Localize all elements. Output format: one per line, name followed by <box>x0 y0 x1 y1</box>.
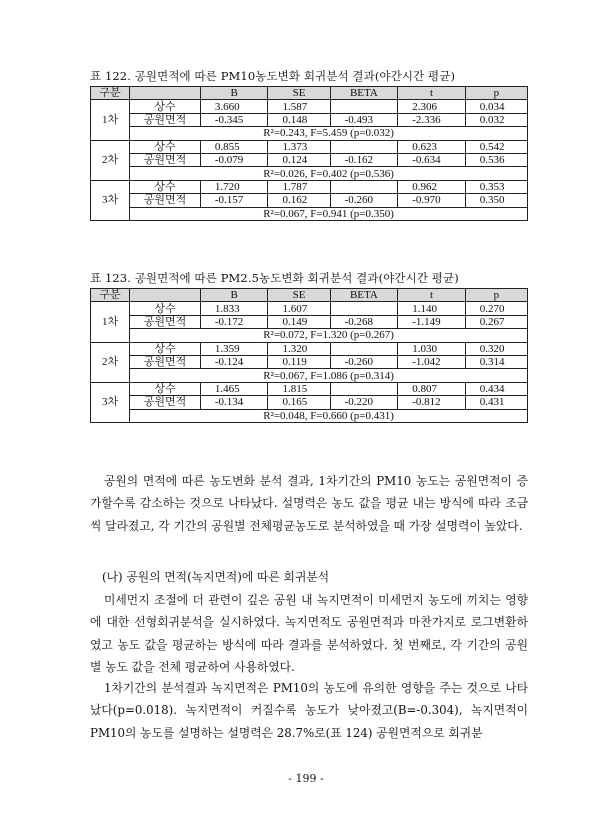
model-stat: R²=0.067, F=0.941 (p=0.350) <box>130 207 528 220</box>
value-cell-se: 1.815 <box>268 382 330 395</box>
value-cell-se: 1.320 <box>268 342 330 355</box>
table-row <box>91 113 528 126</box>
value-cell-t: 1.030 <box>398 342 466 355</box>
column-header: SE <box>268 87 330 100</box>
column-header: B <box>200 87 268 100</box>
value-cell-b: 1.465 <box>200 382 268 395</box>
value-cell-b: 1.833 <box>200 302 268 315</box>
value-cell-t: 1.140 <box>398 302 466 315</box>
model-stat-row <box>91 207 528 220</box>
value-cell-b: 1.720 <box>200 180 268 193</box>
table-caption: 표 122. 공원면적에 따른 PM10농도변화 회귀분석 결과(야간시간 평균) <box>90 69 456 83</box>
column-header: t <box>398 289 466 302</box>
value-cell-beta: -0.493 <box>330 113 398 126</box>
variable-label: 공원면적 <box>130 194 201 207</box>
value-cell-p: 0.320 <box>465 342 527 355</box>
variable-label: 상수 <box>130 100 201 113</box>
group-label: 1차 <box>91 302 130 342</box>
value-cell-t: -0.970 <box>398 194 466 207</box>
value-cell-beta <box>330 342 398 355</box>
body-paragraph: 미세먼지 조절에 더 관련이 깊은 공원 내 녹지면적이 미세먼지 농도에 끼치는 영향에 대한 선형회귀분석을 실시하였다. 녹지면적도 공원면적과 마찬가지로 로그변환하였고 농도 값을 평균하는 방식에 따라 결과를 분석하였다. 첫 번째로, 각 기간의 공원별 농도 값을 전체 평균하여 사용하였다. <box>90 593 528 674</box>
table-row <box>91 140 528 153</box>
value-cell-beta <box>330 180 398 193</box>
value-cell-se: 0.165 <box>268 396 330 409</box>
variable-label: 공원면적 <box>130 153 201 166</box>
value-cell-p: 0.431 <box>465 396 527 409</box>
value-cell-p: 0.267 <box>465 315 527 328</box>
variable-label: 공원면적 <box>130 113 201 126</box>
value-cell-t: -2.336 <box>398 113 466 126</box>
value-cell-t: -0.634 <box>398 153 466 166</box>
variable-label: 공원면적 <box>130 355 201 368</box>
table-row <box>91 396 528 409</box>
value-cell-p: 0.032 <box>465 113 527 126</box>
value-cell-b: -0.172 <box>200 315 268 328</box>
value-cell-p: 0.434 <box>465 382 527 395</box>
value-cell-b: 1.359 <box>200 342 268 355</box>
value-cell-b: -0.157 <box>200 194 268 207</box>
body-paragraph: 1차기간의 분석결과 녹지면적은 PM10의 농도에 유의한 영향을 주는 것으로 나타났다(p=0.018). 녹지면적이 커질수록 농도가 낮아졌고(B=-0.304), 녹지면적이 PM10의 농도를 설명하는 설명력은 28.7%로(표 124) 공원면적으로 회귀분 <box>90 681 528 740</box>
value-cell-b: -0.345 <box>200 113 268 126</box>
value-cell-beta: -0.162 <box>330 153 398 166</box>
value-cell-p: 0.314 <box>465 355 527 368</box>
model-stat-row <box>91 127 528 140</box>
section-heading: (나) 공원의 면적(녹지면적)에 따른 회귀분석 <box>102 570 330 584</box>
table-header-row <box>91 87 528 100</box>
value-cell-b: -0.079 <box>200 153 268 166</box>
group-label: 2차 <box>91 140 130 180</box>
model-stat-row <box>91 409 528 422</box>
column-header: BETA <box>330 87 398 100</box>
value-cell-b: -0.134 <box>200 396 268 409</box>
value-cell-se: 1.373 <box>268 140 330 153</box>
column-header: t <box>398 87 466 100</box>
value-cell-p: 0.542 <box>465 140 527 153</box>
value-cell-se: 0.119 <box>268 355 330 368</box>
regression-table-pm10 <box>90 86 528 221</box>
value-cell-t: -0.812 <box>398 396 466 409</box>
value-cell-beta <box>330 382 398 395</box>
column-header: 구분 <box>91 87 130 100</box>
model-stat-row <box>91 329 528 342</box>
column-header: 구분 <box>91 289 130 302</box>
value-cell-p: 0.536 <box>465 153 527 166</box>
model-stat: R²=0.048, F=0.660 (p=0.431) <box>130 409 528 422</box>
value-cell-se: 1.787 <box>268 180 330 193</box>
model-stat: R²=0.072, F=1.320 (p=0.267) <box>130 329 528 342</box>
variable-label: 상수 <box>130 180 201 193</box>
value-cell-se: 1.607 <box>268 302 330 315</box>
variable-label: 공원면적 <box>130 396 201 409</box>
column-header: SE <box>268 289 330 302</box>
value-cell-beta: -0.260 <box>330 194 398 207</box>
value-cell-beta <box>330 100 398 113</box>
value-cell-t: -1.149 <box>398 315 466 328</box>
group-label: 3차 <box>91 180 130 220</box>
model-stat: R²=0.026, F=0.402 (p=0.536) <box>130 167 528 180</box>
model-stat: R²=0.243, F=5.459 (p=0.032) <box>130 127 528 140</box>
group-label: 3차 <box>91 382 130 422</box>
value-cell-t: 0.962 <box>398 180 466 193</box>
table-row <box>91 382 528 395</box>
column-header: p <box>465 87 527 100</box>
table-caption: 표 123. 공원면적에 따른 PM2.5농도변화 회귀분석 결과(야간시간 평균) <box>90 271 459 285</box>
column-header <box>130 289 201 302</box>
table-row <box>91 153 528 166</box>
model-stat-row <box>91 167 528 180</box>
value-cell-se: 0.148 <box>268 113 330 126</box>
value-cell-beta <box>330 140 398 153</box>
variable-label: 공원면적 <box>130 315 201 328</box>
table-row <box>91 315 528 328</box>
value-cell-p: 0.270 <box>465 302 527 315</box>
value-cell-t: 0.807 <box>398 382 466 395</box>
variable-label: 상수 <box>130 382 201 395</box>
regression-table-pm25 <box>90 288 528 423</box>
value-cell-se: 0.149 <box>268 315 330 328</box>
body-paragraph: 공원의 면적에 따른 농도변화 분석 결과, 1차기간의 PM10 농도는 공원면적이 증가할수록 감소하는 것으로 나타났다. 설명력은 농도 값을 평균 내는 방식에 따라 조금씩 달라졌고, 각 기간의 공원별 전체평균농도로 분석하였을 때 가장 설명력이 높았다. <box>90 474 528 533</box>
group-label: 2차 <box>91 342 130 382</box>
value-cell-b: -0.124 <box>200 355 268 368</box>
value-cell-beta: -0.260 <box>330 355 398 368</box>
value-cell-beta <box>330 302 398 315</box>
value-cell-t: -1.042 <box>398 355 466 368</box>
value-cell-se: 0.162 <box>268 194 330 207</box>
table-row <box>91 355 528 368</box>
variable-label: 상수 <box>130 302 201 315</box>
column-header: p <box>465 289 527 302</box>
value-cell-p: 0.350 <box>465 194 527 207</box>
value-cell-se: 0.124 <box>268 153 330 166</box>
value-cell-p: 0.353 <box>465 180 527 193</box>
page-number: - 199 - <box>288 772 324 785</box>
model-stat-row <box>91 369 528 382</box>
column-header: BETA <box>330 289 398 302</box>
value-cell-beta: -0.220 <box>330 396 398 409</box>
value-cell-t: 0.623 <box>398 140 466 153</box>
value-cell-beta: -0.268 <box>330 315 398 328</box>
table-header-row <box>91 289 528 302</box>
value-cell-p: 0.034 <box>465 100 527 113</box>
table-row <box>91 100 528 113</box>
group-label: 1차 <box>91 100 130 140</box>
table-row <box>91 302 528 315</box>
table-row <box>91 180 528 193</box>
value-cell-b: 3.660 <box>200 100 268 113</box>
variable-label: 상수 <box>130 140 201 153</box>
value-cell-t: 2.306 <box>398 100 466 113</box>
value-cell-se: 1.587 <box>268 100 330 113</box>
model-stat: R²=0.067, F=1.086 (p=0.314) <box>130 369 528 382</box>
table-row <box>91 194 528 207</box>
value-cell-b: 0.855 <box>200 140 268 153</box>
column-header: B <box>200 289 268 302</box>
table-row <box>91 342 528 355</box>
variable-label: 상수 <box>130 342 201 355</box>
column-header <box>130 87 201 100</box>
